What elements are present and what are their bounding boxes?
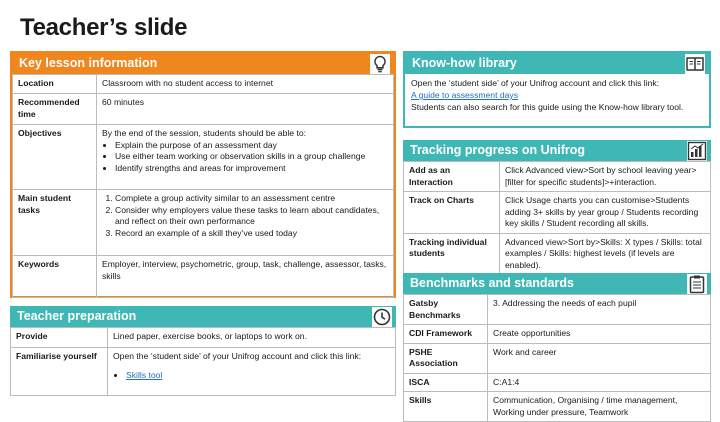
tracking-table: [403, 161, 711, 275]
table-row: [404, 295, 711, 325]
table-row: [13, 256, 394, 298]
tracking-header: [403, 140, 711, 161]
teacher-prep-title: Teacher preparation: [17, 309, 137, 323]
isca-value: C:A1:4: [488, 373, 711, 392]
time-label: Recommended time: [13, 94, 97, 125]
table-row: [13, 94, 394, 125]
tracking-panel: [403, 140, 711, 270]
list-item: [126, 370, 390, 382]
page-title: Teacher’s slide: [20, 14, 188, 41]
list-item: 3. Record an example of a skill they’ve used today: [115, 228, 388, 240]
interaction-label: Add as an Interaction: [404, 162, 500, 192]
knowhow-panel: [403, 51, 711, 128]
table-row: [404, 325, 711, 344]
teacher-prep-panel: [10, 306, 396, 398]
benchmarks-panel: [403, 273, 711, 417]
provide-value: Lined paper, exercise books, or laptops to work on.: [108, 328, 396, 348]
familiarise-label: Familiarise yourself: [11, 348, 108, 396]
clipboard-icon: [687, 274, 707, 294]
gatsby-label: Gatsby Benchmarks: [404, 295, 488, 325]
knowhow-text-2: Students can also search for this guide using the Know-how library tool.: [411, 102, 684, 112]
clock-icon: [372, 307, 392, 327]
table-row: [13, 75, 394, 94]
familiarise-cell: [108, 348, 396, 396]
tasks-list: [102, 193, 388, 239]
table-row: [404, 233, 711, 275]
list-item: 1. Complete a group activity similar to an assessment centre: [115, 193, 388, 205]
skills-label: Skills: [404, 392, 488, 422]
list-item: • Use either team working or observation skills in a group challenge: [115, 151, 388, 163]
lightbulb-icon: [370, 54, 390, 74]
table-row: [404, 192, 711, 234]
skills-tool-link[interactable]: Skills tool: [126, 369, 163, 380]
tasks-cell: [97, 190, 394, 256]
table-row: [404, 343, 711, 373]
knowhow-body: [405, 74, 709, 116]
gatsby-value: 3. Addressing the needs of each pupil: [488, 295, 711, 325]
pshe-label: PSHE Association: [404, 343, 488, 373]
skills-value: Communication, Organising / time management, Working under pressure, Teamwork: [488, 392, 711, 422]
key-lesson-table: [12, 74, 394, 298]
time-value: 60 minutes: [97, 94, 394, 125]
list-item: • Explain the purpose of an assessment day: [115, 140, 388, 152]
familiarise-text: Open the ‘student side’ of your Unifrog account and click this link:: [113, 351, 362, 361]
provide-label: Provide: [11, 328, 108, 348]
objectives-intro: By the end of the session, students should be able to:: [102, 128, 307, 138]
tracking-title: Tracking progress on Unifrog: [410, 143, 586, 157]
location-label: Location: [13, 75, 97, 94]
cdi-value: Create opportunities: [488, 325, 711, 344]
individual-label: Tracking individual students: [404, 233, 500, 275]
keywords-value: Employer, interview, psychometric, group, task, challenge, assessor, tasks, skills: [97, 256, 394, 298]
knowhow-title: Know-how library: [412, 56, 517, 70]
isca-label: ISCA: [404, 373, 488, 392]
knowhow-header: [405, 53, 709, 74]
familiarise-links: [113, 370, 390, 382]
table-row: [404, 392, 711, 422]
teacher-prep-table: [10, 327, 396, 396]
list-item: • Identify strengths and areas for improvement: [115, 163, 388, 175]
assessment-guide-link[interactable]: A guide to assessment days: [411, 90, 519, 100]
charts-value: Click Usage charts you can customise>Students adding 3+ skills by year group / Students recording key skills / Student recording all skills.: [500, 192, 711, 234]
benchmarks-title: Benchmarks and standards: [410, 276, 574, 290]
keywords-label: Keywords: [13, 256, 97, 298]
teacher-prep-header: [10, 306, 396, 327]
pshe-value: Work and career: [488, 343, 711, 373]
knowhow-text-1: Open the ‘student side’ of your Unifrog account and click this link:: [411, 78, 660, 88]
key-lesson-title: Key lesson information: [19, 56, 158, 70]
tasks-label: Main student tasks: [13, 190, 97, 256]
location-value: Classroom with no student access to internet: [97, 75, 394, 94]
objectives-label: Objectives: [13, 125, 97, 190]
individual-value: Advanced view>Sort by>Skills: X types / Skills: total examples / Skills: highest levels (if levels are enabled).: [500, 233, 711, 275]
bar-chart-icon: [687, 141, 707, 161]
list-item: 2. Consider why employers value these tasks to learn about candidates, and reflect on their own performance: [115, 205, 388, 228]
charts-label: Track on Charts: [404, 192, 500, 234]
table-row: [13, 125, 394, 190]
objectives-list: [102, 140, 388, 175]
cdi-label: CDI Framework: [404, 325, 488, 344]
key-lesson-header: [12, 53, 394, 74]
table-row: [11, 328, 396, 348]
interaction-value: Click Advanced view>Sort by school leaving year>[filter for specific students]>+interaction.: [500, 162, 711, 192]
table-row: [13, 190, 394, 256]
key-lesson-panel: [10, 51, 396, 298]
table-row: [11, 348, 396, 396]
objectives-cell: [97, 125, 394, 190]
book-icon: [685, 54, 705, 74]
table-row: [404, 373, 711, 392]
table-row: [404, 162, 711, 192]
benchmarks-header: [403, 273, 711, 294]
benchmarks-table: [403, 294, 711, 422]
